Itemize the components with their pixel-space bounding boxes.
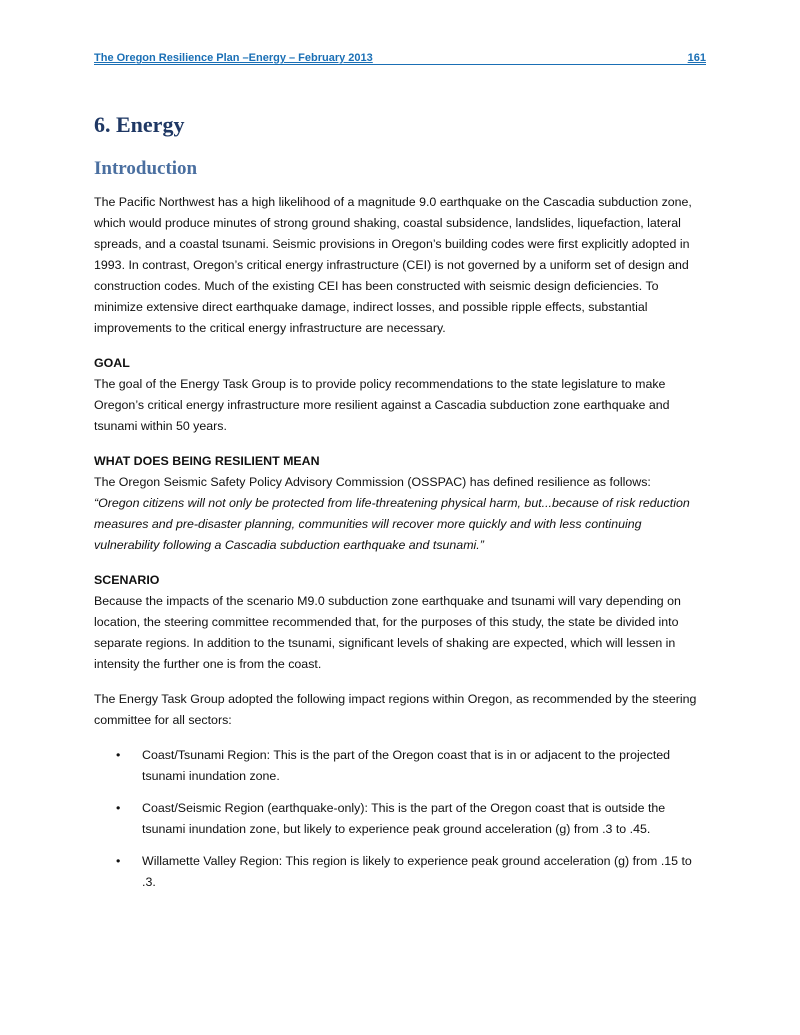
document-body bbox=[94, 192, 708, 904]
region-text: Willamette Valley Region: This region is likely to experience peak ground acceleration (g) from .15 to .3. bbox=[142, 854, 692, 889]
bullet-icon: • bbox=[116, 854, 121, 868]
page-number: 161 bbox=[687, 52, 706, 64]
regions-intro: The Energy Task Group adopted the following impact regions within Oregon, as recommended by the steering committee for all sectors: bbox=[94, 692, 697, 727]
goal-label: GOAL bbox=[94, 356, 130, 370]
goal-text: The goal of the Energy Task Group is to provide policy recommendations to the state legislature to make Oregon’s critical energy infrastructure more resilient against a Cascadia subduction zone earthquake and tsunami within 50 years. bbox=[94, 377, 670, 433]
section-title: 6. Energy bbox=[94, 112, 185, 137]
scenario-text: Because the impacts of the scenario M9.0 subduction zone earthquake and tsunami will vary depending on location, the steering committee recommended that, for the purposes of this study, the state be divided into separate regions. In addition to the tsunami, significant levels of shaking are expected, which will lessen in intensity the further one is from the coast. bbox=[94, 594, 681, 671]
region-text: Coast/Tsunami Region: This is the part of the Oregon coast that is in or adjacent to the projected tsunami inundation zone. bbox=[142, 748, 671, 783]
bullet-icon: • bbox=[116, 748, 121, 762]
regions-list bbox=[94, 745, 708, 893]
list-item bbox=[94, 798, 708, 840]
resilient-section bbox=[94, 451, 708, 556]
region-text: Coast/Seismic Region (earthquake-only): This is the part of the Oregon coast that is outside the tsunami inundation zone, but likely to experience peak ground acceleration (g) from .3 to .45. bbox=[142, 801, 666, 836]
scenario-section bbox=[94, 570, 708, 675]
bullet-icon: • bbox=[116, 801, 121, 815]
list-item bbox=[94, 851, 708, 893]
list-item bbox=[94, 745, 708, 787]
page-header bbox=[94, 48, 706, 65]
goal-section bbox=[94, 353, 708, 437]
header-title: The Oregon Resilience Plan –Energy – February 2013 bbox=[94, 52, 373, 64]
resilient-text: The Oregon Seismic Safety Policy Advisory Commission (OSSPAC) has defined resilience as follows: bbox=[94, 475, 651, 489]
intro-paragraph: The Pacific Northwest has a high likelihood of a magnitude 9.0 earthquake on the Cascadia subduction zone, which would produce minutes of strong ground shaking, coastal subsidence, landslides, liquefaction, lateral spreads, and a coastal tsunami. Seismic provisions in Oregon’s building codes were first explicitly adopted in 1993. In contrast, Oregon’s critical energy infrastructure (CEI) is not governed by a uniform set of design and construction codes. Much of the existing CEI has been constructed with seismic design deficiencies. To minimize extensive direct earthquake damage, indirect losses, and possible ripple effects, substantial improvements to the critical energy infrastructure are necessary. bbox=[94, 195, 692, 335]
resilience-quote: “Oregon citizens will not only be protected from life-threatening physical harm, but...because of risk reduction measures and pre-disaster planning, communities will recover more quickly and with less continuing vulnerability following a Cascadia subduction earthquake and tsunami.” bbox=[94, 496, 690, 552]
subsection-title: Introduction bbox=[94, 158, 198, 179]
scenario-label: SCENARIO bbox=[94, 573, 160, 587]
resilient-label: WHAT DOES BEING RESILIENT MEAN bbox=[94, 454, 320, 468]
